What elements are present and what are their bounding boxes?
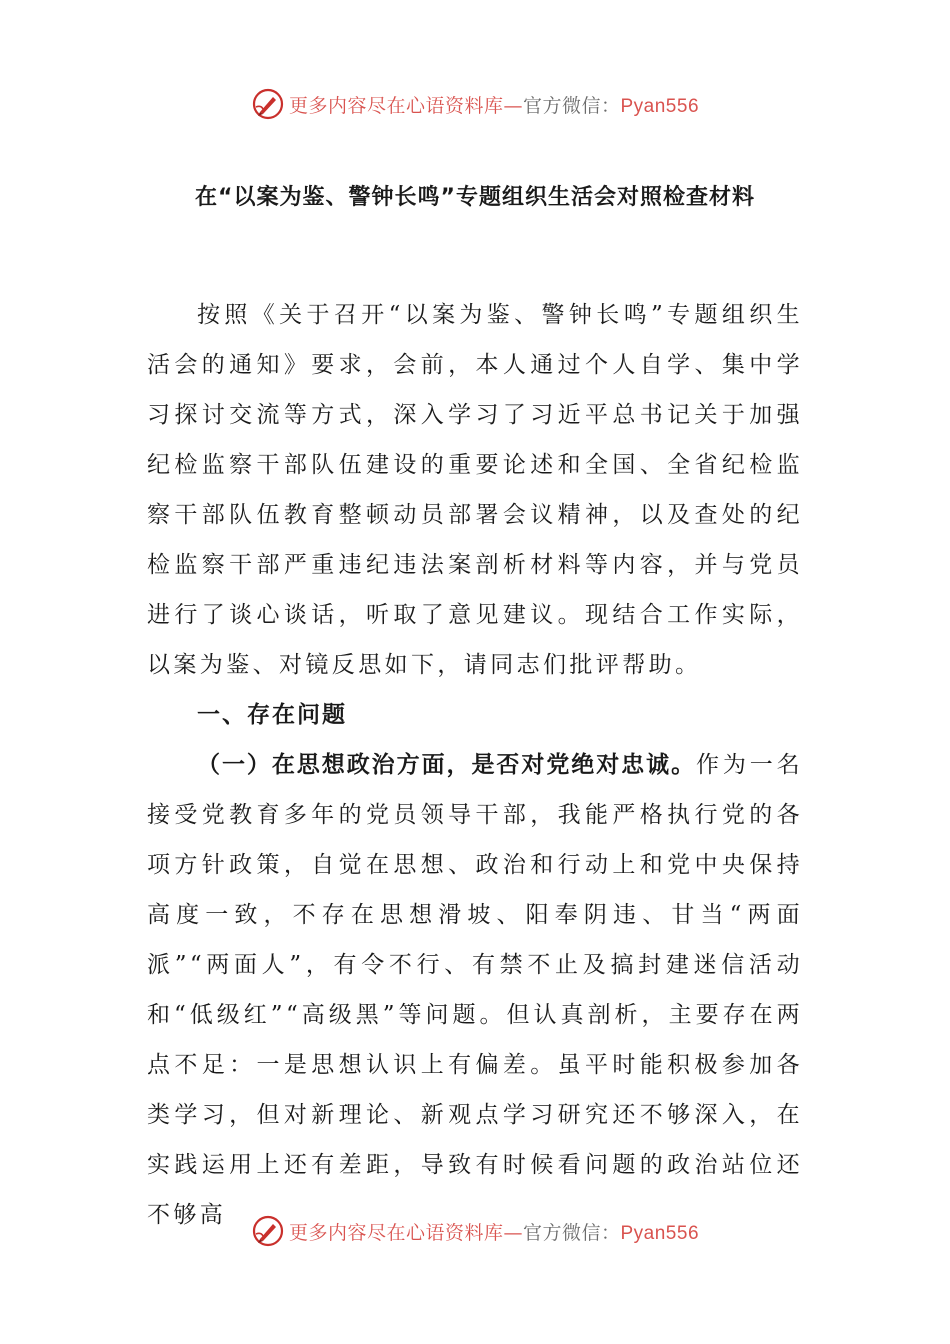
- intro-paragraph: 按照《关于召开“以案为鉴、警钟长鸣”专题组织生活会的通知》要求，会前，本人通过个人自学、集中学习探讨交流等方式，深入学习了习近平总书记关于加强纪检监察干部队伍建设的重要论述和全国、全省纪检监察干部队伍教育整顿动员部署会议精神，以及查处的纪检监察干部严重违纪违法案剖析材料等内容，并与党员进行了谈心谈话，听取了意见建议。现结合工作实际，以案为鉴、对镜反思如下，请同志们批评帮助。: [147, 302, 803, 678]
- section-heading: 一、存在问题: [197, 702, 347, 728]
- pen-circle-logo-icon: [251, 87, 285, 121]
- watermark-text: 更多内容尽在心语资料库—官方微信：Pyan556: [288, 94, 700, 117]
- watermark-text: 更多内容尽在心语资料库—官方微信：Pyan556: [288, 1221, 700, 1244]
- watermark-banner-bottom: [0, 1211, 950, 1251]
- document-body: [147, 290, 803, 1240]
- subsection-text: 作为一名接受党教育多年的党员领导干部，我能严格执行党的各项方针政策，自觉在思想、政治和行动上和党中央保持高度一致，不存在思想滑坡、阳奉阴违、甘当“两面派”“两面人”，有令不行、有禁不止及搞封建迷信活动和“低级红”“高级黑”等问题。但认真剖析，主要存在两点不足：一是思想认识上有偏差。虽平时能积极参加各类学习，但对新理论、新观点学习研究还不够深入，在实践运用上还有差距，导致有时候看问题的政治站位还不够高: [147, 752, 804, 1228]
- watermark-banner-top: [0, 84, 950, 124]
- document-title: 在“以案为鉴、警钟长鸣”专题组织生活会对照检查材料: [195, 185, 755, 210]
- subsection-heading: （一）在思想政治方面，是否对党绝对忠诚。: [197, 752, 697, 778]
- subsection-paragraph: [147, 740, 803, 1240]
- pen-circle-logo-icon: [251, 1214, 285, 1248]
